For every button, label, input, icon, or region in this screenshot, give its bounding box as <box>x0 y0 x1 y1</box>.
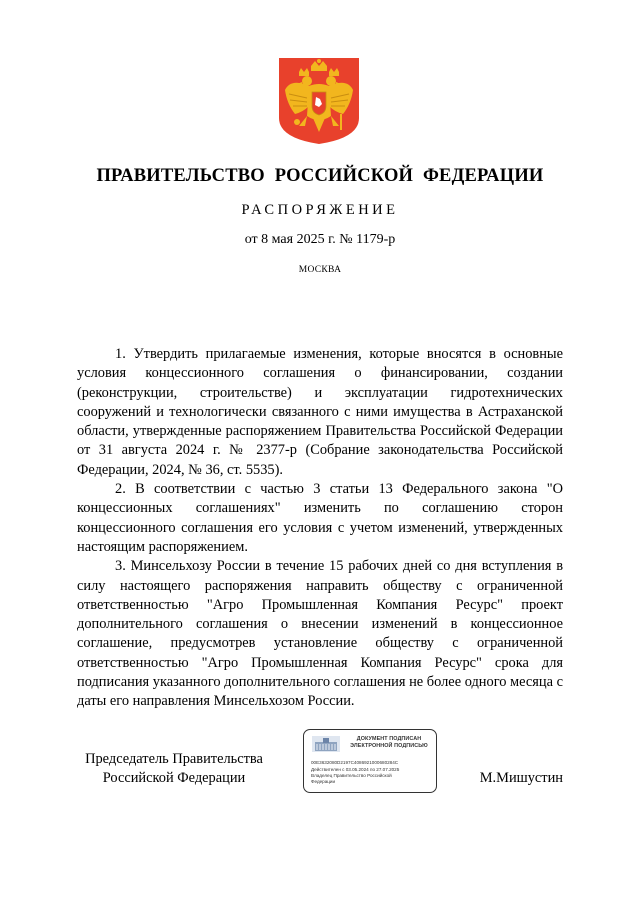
government-title: ПРАВИТЕЛЬСТВО РОССИЙСКОЙ ФЕДЕРАЦИИ <box>96 166 544 186</box>
stamp-owner-line-1: Владелец Правительство Российской <box>311 773 392 778</box>
stamp-title-line-2: ЭЛЕКТРОННОЙ ПОДПИСЬЮ <box>350 743 428 749</box>
stamp-validity: Действителен с 03.05.2024 по 27.07.2025 <box>311 767 400 772</box>
document-type: РАСПОРЯЖЕНИЕ <box>241 202 399 218</box>
document-city: МОСКВА <box>298 265 342 275</box>
paragraph-2: 2. В соответствии с частью 3 статьи 13 Федерального закона "О концессионных соглашениях" изменить по соглашению сторон концессионного соглашения его условия с учетом изменений, утвержденных настоящим распоряжением. <box>77 481 563 555</box>
signatory-name: М.Мишустин <box>479 770 563 786</box>
document-date-number: от 8 мая 2025 г. № 1179-р <box>244 232 396 247</box>
signatory-position-line-2: Российской Федерации <box>102 770 246 787</box>
stamp-title-line-1: ДОКУМЕНТ ПОДПИСАН <box>356 736 422 742</box>
signatory-position-line-1: Председатель Правительства <box>85 751 263 767</box>
document-body <box>77 345 563 712</box>
paragraph-1: 1. Утвердить прилагаемые изменения, которые вносятся в основные условия концессионного соглашения о финансировании, создании (реконструкции, строительстве) и эксплуатации гидротехнических сооружений и технологически связанного с ними имущества в Астраханской области, утвержденные распоряжением Правительства Российской Федерации от 31 августа 2024 г. № 2377-р (Собрание законодательства Российской Федерации, 2024, № 36, ст. 5535). <box>77 346 563 478</box>
stamp-title <box>344 736 434 750</box>
electronic-signature-stamp <box>303 729 437 793</box>
coat-of-arms-icon <box>277 56 361 146</box>
government-building-icon <box>312 736 340 752</box>
paragraph-3: 3. Минсельхозу России в течение 15 рабочих дней со дня вступления в силу настоящего распоряжения направить обществу с ограниченной ответственностью "Агро Промышленная Компания Ресурс" проект дополнительного соглашения о внесении изменений в концессионное соглашение, предусмотрев установление обществу с ограниченной ответственностью "Агро Промышленная Компания Ресурс" срока для подписания указанного дополнительного соглашения не более одного месяца с даты его направления Минсельхозом России. <box>77 558 563 710</box>
signatory-position <box>74 750 274 789</box>
stamp-owner-line-2: Федерации <box>311 779 336 784</box>
stamp-certificate: 00E3632080D2197C4086921000680284C <box>311 760 399 765</box>
